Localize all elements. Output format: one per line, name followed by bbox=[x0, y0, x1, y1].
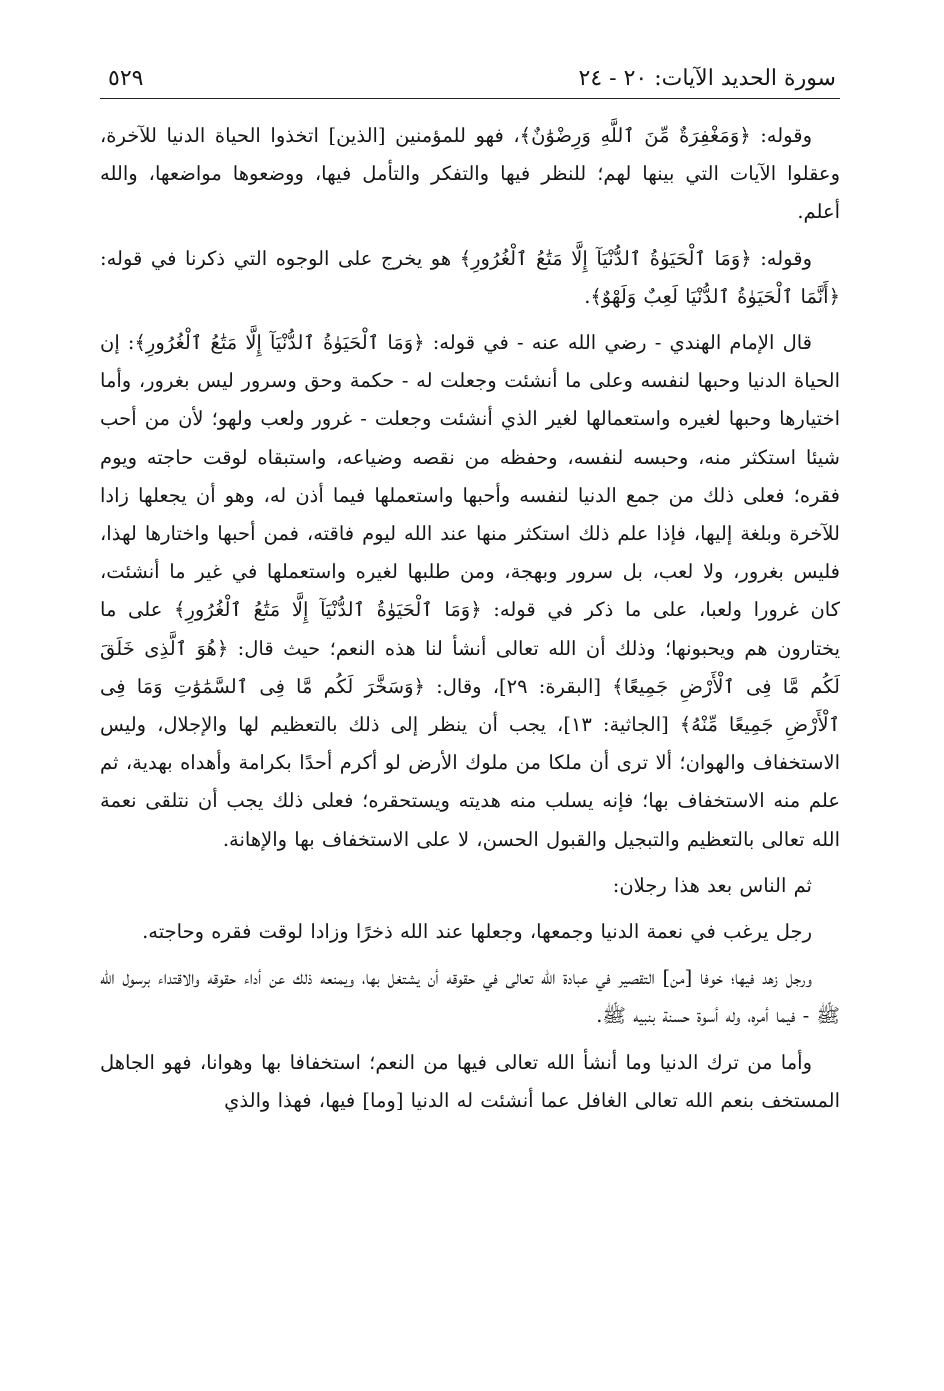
paragraph-5: رجل يرغب في نعمة الدنيا وجمعها، وجعلها عند الله ذخرًا وزادا لوقت فقره وحاجته. bbox=[142, 920, 812, 944]
page bbox=[100, 58, 840, 1358]
paragraph-2: وقوله: ﴿وَمَا ٱلْحَيَوٰةُ ٱلدُّنْيَآ إِلَّا مَتَٰعُ ٱلْغُرُورِ﴾ هو يخرج على الوجوه التي ذكرنا في قوله: ﴿أَنَّمَا ٱلْحَيَوٰةُ ٱلدُّنْيَا لَعِبٌ وَلَهْوٌ﴾. bbox=[100, 246, 840, 308]
paragraph-7: وأما من ترك الدنيا وما أنشأ الله تعالى فيها من النعم؛ استخفافا بها وهوانا، فهو الجاهل المستخف بنعم الله تعالى الغافل عما أنشئت له الدنيا [وما] فيها، فهذا والذي bbox=[100, 1050, 840, 1112]
paragraph-4: ثم الناس بعد هذا رجلان: bbox=[612, 873, 812, 897]
page-header bbox=[100, 58, 840, 99]
page-body bbox=[100, 117, 840, 1120]
paragraph-6: ورجل زهد فيها؛ خوفا [من] التقصير في عبادة الله تعالى في حقوقه أن يشتغل بها، ويمنعه ذلك عن أداء حقوقه والاقتداء برسول الله ﷺ - فيما أمره، وله أسوة حسنة بنبيه ﷺ. bbox=[100, 966, 840, 1028]
running-title: سورة الحديد الآيات: ٢٠ - ٢٤ bbox=[578, 66, 836, 91]
paragraph-1: وقوله: ﴿وَمَغْفِرَةٌ مِّنَ ٱللَّهِ وَرِضْوَٰنٌ﴾، فهو للمؤمنين [الذين] اتخذوا الحياة الدنيا للآخرة، وعقلوا الآيات التي بينها لهم؛ للنظر فيها والتفكر والتأمل فيها، ووضعوها مواضعها، والله أعلم. bbox=[100, 124, 840, 224]
page-number: ٥٢٩ bbox=[108, 66, 144, 91]
paragraph-3: قال الإمام الهندي - رضي الله عنه - في قوله: ﴿وَمَا ٱلْحَيَوٰةُ ٱلدُّنْيَآ إِلَّا مَتَٰعُ ٱلْغُرُورِ﴾: إن الحياة الدنيا وحبها لنفسه وعلى ما أنشئت وجعلت له - حكمة وحق وسرور ليس بغرور، وأما اختيارها وحبها لغيره واستعمالها لغير الذي أنشئت وجعلت - غرور ولعب ولهو؛ لأن من أحب شيئا استكثر منه، وحبسه لنفسه، وحفظه من نقصه وضياعه، واستبقاه لوقت حاجته ويوم فقره؛ فعلى ذلك من جمع الدنيا لنفسه وأحبها واستعملها فيما أذن له، وهو أن يجعلها زادا للآخرة وبلغة إليها، فإذا علم ذلك استكثر منها عند الله ليوم فاقته، فمن أحبها واختارها لهذا، فليس بغرور، ولا لعب، بل سرور وبهجة، ومن طلبها لغيره واستعملها في غير ما أنشئت، كان غرورا ولعبا، على ما ذكر في قوله: ﴿وَمَا ٱلْحَيَوٰةُ ٱلدُّنْيَآ إِلَّا مَتَٰعُ ٱلْغُرُورِ﴾ على ما يختارون هم ويحبونها؛ وذلك أن الله تعالى أنشأ لنا هذه النعم؛ حيث قال: ﴿هُوَ ٱلَّذِى خَلَقَ لَكُم مَّا فِى ٱلْأَرْضِ جَمِيعًا﴾ [البقرة: ٢٩]، وقال: ﴿وَسَخَّرَ لَكُم مَّا فِى ٱلسَّمَٰوَٰتِ وَمَا فِى ٱلْأَرْضِ جَمِيعًا مِّنْهُ﴾ [الجاثية: ١٣]، يجب أن ينظر إلى ذلك بالتعظيم لها والإجلال، وليس الاستخفاف والهوان؛ ألا ترى أن ملكا من ملوك الأرض لو أكرم أحدًا بكرامة وأهداه بهدية، ثم علم منه الاستخفاف بها؛ فإنه يسلب منه هديته ويستحقره؛ فعلى ذلك يجب أن نتلقى نعمة الله تعالى بالتعظيم والتبجيل والقبول الحسن، لا على الاستخفاف بها والإهانة. bbox=[100, 331, 840, 851]
